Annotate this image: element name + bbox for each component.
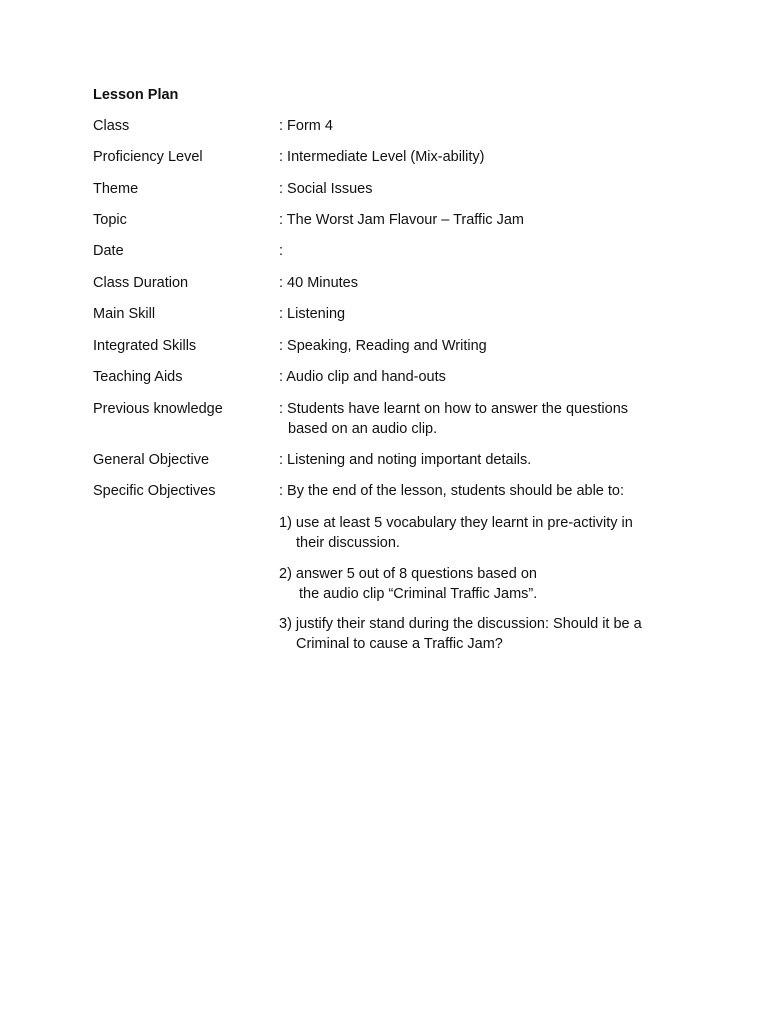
- objective-text-continuation: the audio clip “Criminal Traffic Jams”.: [299, 585, 538, 602]
- field-label: Proficiency Level: [93, 149, 203, 165]
- field-label: Specific Objectives: [93, 483, 216, 499]
- field-value: :: [279, 243, 284, 259]
- field-class-duration: [93, 274, 713, 294]
- objective-item-2: [279, 565, 699, 604]
- field-main-skill: [93, 305, 713, 325]
- field-topic: [93, 211, 713, 231]
- objective-text: 1) use at least 5 vocabulary they learnt in pre-activity in: [279, 515, 633, 531]
- field-value: : Listening: [279, 306, 346, 322]
- field-general-objective: [93, 451, 713, 471]
- field-value: : Speaking, Reading and Writing: [279, 338, 487, 354]
- field-value: : 40 Minutes: [279, 275, 358, 291]
- field-proficiency-level: [93, 148, 713, 168]
- objective-item-1: [279, 514, 699, 553]
- field-specific-objectives: [93, 482, 713, 502]
- field-value: : Form 4: [279, 118, 333, 134]
- objective-text: 3) justify their stand during the discussion: Should it be a: [279, 616, 642, 632]
- field-teaching-aids: [93, 368, 713, 388]
- field-value: : Audio clip and hand-outs: [279, 369, 446, 385]
- field-label: Class: [93, 118, 130, 134]
- document-title: Lesson Plan: [93, 87, 179, 103]
- field-value: : The Worst Jam Flavour – Traffic Jam: [279, 212, 524, 228]
- objective-text-continuation: Criminal to cause a Traffic Jam?: [296, 635, 503, 652]
- objective-text-continuation: their discussion.: [296, 534, 400, 551]
- field-value: : Intermediate Level (Mix-ability): [279, 149, 485, 165]
- field-integrated-skills: [93, 337, 713, 357]
- field-label: Integrated Skills: [93, 338, 197, 354]
- field-theme: [93, 180, 713, 200]
- field-value-block: [279, 400, 713, 439]
- field-value: : Social Issues: [279, 181, 373, 197]
- objective-item-3: [279, 615, 699, 654]
- field-previous-knowledge: [93, 400, 713, 439]
- field-label: Previous knowledge: [93, 401, 223, 417]
- field-value: : Listening and noting important details.: [279, 452, 532, 468]
- field-class: [93, 117, 713, 137]
- field-value: : Students have learnt on how to answer the questions: [279, 401, 629, 417]
- field-label: General Objective: [93, 452, 210, 468]
- field-value-continuation: based on an audio clip.: [288, 420, 438, 437]
- field-value: : By the end of the lesson, students should be able to:: [279, 483, 625, 499]
- field-date: [93, 242, 713, 262]
- field-label: Theme: [93, 181, 139, 197]
- field-label: Teaching Aids: [93, 369, 183, 385]
- field-label: Topic: [93, 212, 127, 228]
- field-label: Class Duration: [93, 275, 189, 291]
- objective-text: 2) answer 5 out of 8 questions based on: [279, 566, 537, 582]
- field-label: Main Skill: [93, 306, 156, 322]
- field-label: Date: [93, 243, 124, 259]
